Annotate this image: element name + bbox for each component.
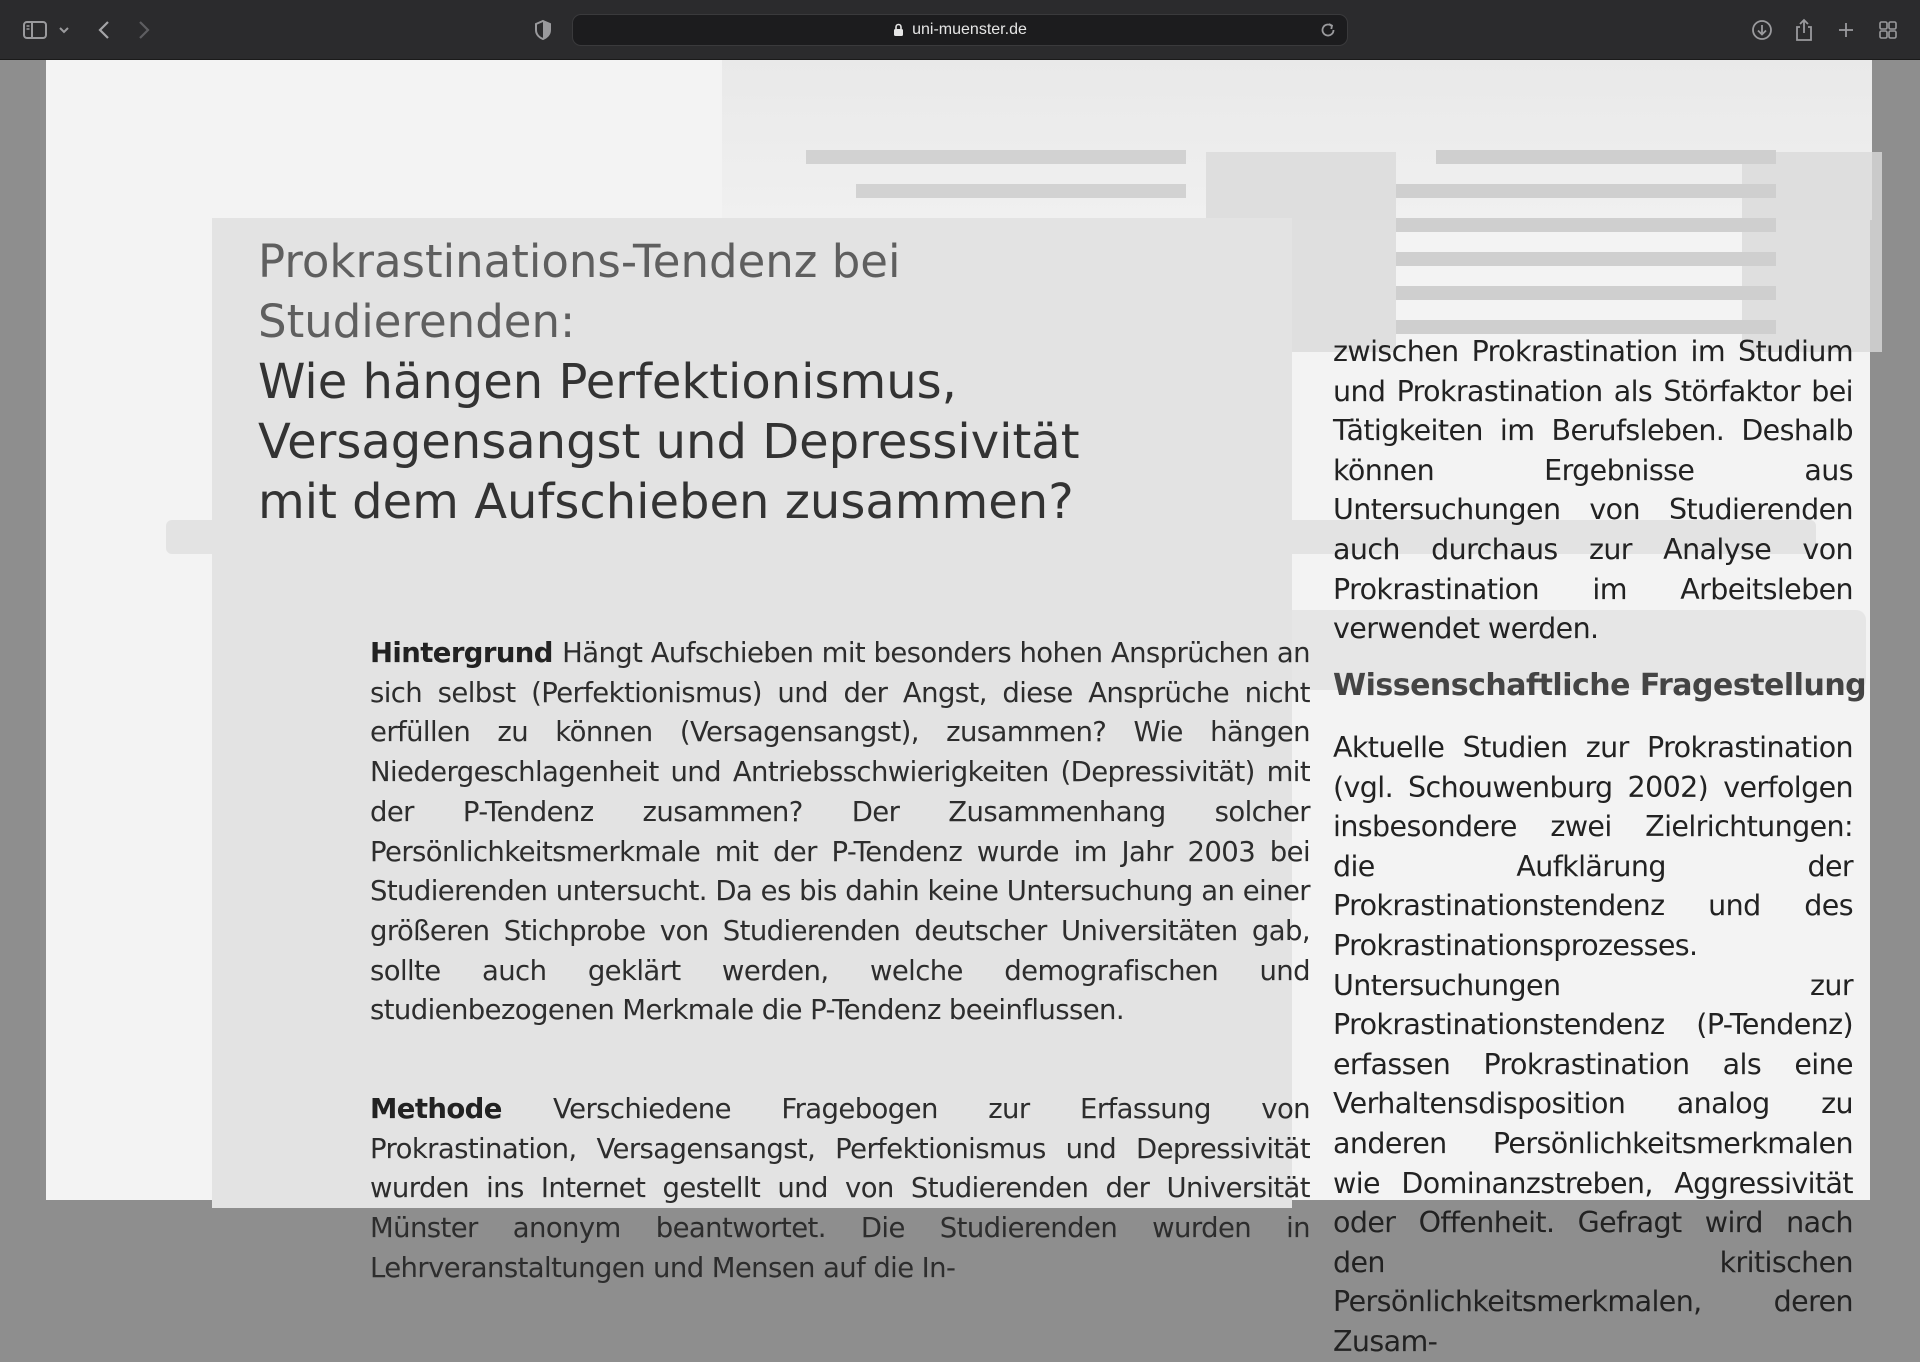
scanned-page <box>46 60 1870 1358</box>
bleed-through-lines <box>1396 150 1786 350</box>
share-icon[interactable] <box>1792 14 1816 46</box>
chevron-right-icon[interactable] <box>134 14 154 46</box>
article-title <box>258 232 1158 532</box>
text-hintergrund: Hängt Aufschieben mit besonders hohen Ansprüchen an sich selbst (Perfektionismus) und der Angst, diese Ansprüche nicht erfüllen zu können (Versagensangst), zusammen? Wie hängen Niedergeschlagenheit und Antriebsschwierigkeiten (Depressivität) mit der P-Tendenz zusammen? Der Zusammenhang solcher Persönlichkeitsmerkmale mit der P-Tendenz wurde im Jahr 2003 bei Studierenden untersucht. Da es bis dahin keine Untersuchung an einer größeren Stichprobe von Studierenden deutscher Universitäten gab, sollte auch geklärt werden, welche demografischen und studienbezogenen Merkmale die P-Tendenz beeinflussen. <box>370 637 1311 1027</box>
label-hintergrund: Hintergrund <box>370 637 563 669</box>
browser-toolbar <box>0 0 1920 60</box>
plus-icon[interactable] <box>1834 14 1858 46</box>
url-text: uni-muenster.de <box>912 21 1027 38</box>
section-heading: Wissenschaftliche Fragestellung <box>1333 668 1867 703</box>
address-bar[interactable] <box>572 14 1348 46</box>
chevron-left-icon[interactable] <box>94 14 114 46</box>
chevron-down-icon[interactable] <box>56 14 72 46</box>
right-column-bottom: Aktuelle Studien zur Prokrastination (vgl. Schouwenburg 2002) verfolgen insbesondere zwei Zielrichtungen: die Aufklärung der Prokrastinationstendenz und des Prokrastinationsprozesses. Untersuchungen zur Prokrastinationstendenz (P-Tendenz) erfassen Prokrastination als eine Verhaltensdisposition analog zu anderen Persönlichkeitsmerkmalen wie Dominanzstreben, Aggressivität oder Offenheit. Gefragt wird nach den kritischen Persönlichkeitsmerkmalen, deren Zusam- <box>1333 731 1853 1358</box>
right-column-top: zwischen Prokrastination im Studium und Prokrastination als Störfaktor bei Tätigkeiten im Berufsleben. Deshalb können Ergebnisse aus Untersuchungen von Studierenden auch durchaus zur Analyse von Prokrastination im Arbeitsleben verwendet werden. <box>1333 335 1853 646</box>
download-icon[interactable] <box>1750 14 1774 46</box>
sidebar-icon[interactable] <box>22 14 48 46</box>
text-methode: Verschiedene Fragebogen zur Erfassung von Prokrastination, Versagensangst, Perfektionismus und Depressivität wurden ins Internet gestellt und von Studierenden der Universität Münster anonym beantwortet. Die Studierenden wurden in Lehrveranstaltungen und Mensen auf die In- <box>370 1093 1310 1284</box>
document-viewport[interactable] <box>0 60 1920 1358</box>
lock-icon <box>893 23 904 37</box>
label-methode: Methode <box>370 1093 554 1125</box>
shield-icon[interactable] <box>532 14 554 46</box>
reload-icon[interactable] <box>1319 21 1337 44</box>
paragraph-hintergrund <box>370 634 1310 1031</box>
title-line-2: Wie hängen Perfektionismus, Versagensangst und Depressivität mit dem Aufschieben zusammen? <box>258 354 1080 530</box>
tab-overview-icon[interactable] <box>1876 14 1900 46</box>
title-line-1: Prokrastinations-Tendenz bei Studierenden: <box>258 235 901 348</box>
paragraph-methode <box>370 1090 1310 1289</box>
